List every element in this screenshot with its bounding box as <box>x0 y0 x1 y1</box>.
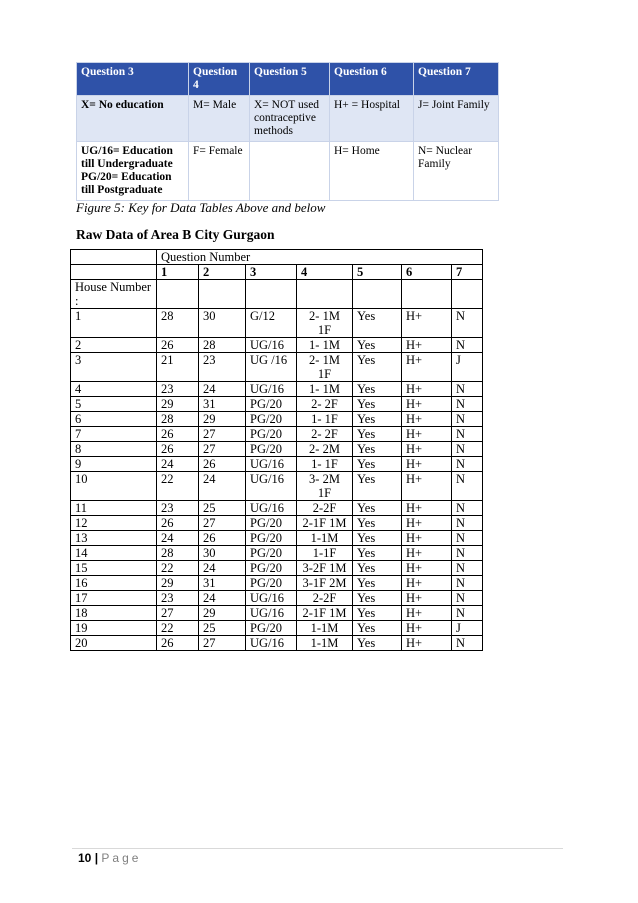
table-row <box>71 531 483 546</box>
empty-cell <box>297 280 353 309</box>
answer-cell: UG/16 <box>246 382 297 397</box>
table-row <box>71 353 483 382</box>
answer-cell: 23 <box>157 591 199 606</box>
house-number-header-row <box>71 280 483 309</box>
answer-cell: PG/20 <box>246 531 297 546</box>
house-number-cell: 5 <box>71 397 157 412</box>
answer-cell: PG/20 <box>246 621 297 636</box>
key-header-cell: Question 3 <box>77 63 189 96</box>
answer-cell: 26 <box>157 636 199 651</box>
answer-cell: Yes <box>353 442 402 457</box>
answer-cell: Yes <box>353 576 402 591</box>
answer-cell: Yes <box>353 353 402 382</box>
group-header-row <box>71 250 483 265</box>
footer-divider <box>72 848 563 849</box>
answer-cell: 29 <box>157 576 199 591</box>
answer-cell: UG/16 <box>246 338 297 353</box>
answer-cell: 28 <box>157 546 199 561</box>
answer-cell: UG/16 <box>246 457 297 472</box>
house-number-cell: 18 <box>71 606 157 621</box>
answer-cell: H+ <box>402 338 452 353</box>
answer-cell: N <box>452 397 483 412</box>
answer-cell: Yes <box>353 457 402 472</box>
house-number-cell: 4 <box>71 382 157 397</box>
answer-cell: N <box>452 501 483 516</box>
answer-cell: 24 <box>157 531 199 546</box>
answer-cell: 1-1F <box>297 546 353 561</box>
answer-cell: 26 <box>199 457 246 472</box>
answer-cell: 24 <box>199 561 246 576</box>
answer-cell: 27 <box>199 442 246 457</box>
key-cell: M= Male <box>189 96 250 142</box>
question-number-cell: 5 <box>353 265 402 280</box>
answer-cell: N <box>452 309 483 338</box>
answer-cell: 23 <box>199 353 246 382</box>
answer-cell: 23 <box>157 501 199 516</box>
key-header-cell: Question 7 <box>414 63 499 96</box>
answer-cell: 21 <box>157 353 199 382</box>
answer-cell: Yes <box>353 309 402 338</box>
answer-cell: 27 <box>157 606 199 621</box>
key-header-cell: Question 6 <box>330 63 414 96</box>
answer-cell: 25 <box>199 621 246 636</box>
answer-cell: 2-1F 1M <box>297 516 353 531</box>
answer-cell: UG/16 <box>246 591 297 606</box>
answer-cell: PG/20 <box>246 442 297 457</box>
answer-cell: 26 <box>199 531 246 546</box>
answer-cell: 26 <box>157 338 199 353</box>
page-number: 10 <box>78 851 92 865</box>
answer-cell: N <box>452 546 483 561</box>
question-number-header: Question Number <box>157 250 483 265</box>
answer-cell: UG/16 <box>246 606 297 621</box>
house-number-cell: 16 <box>71 576 157 591</box>
empty-cell <box>452 280 483 309</box>
answer-cell: Yes <box>353 606 402 621</box>
answer-cell: 2- 2F <box>297 397 353 412</box>
answer-cell: N <box>452 531 483 546</box>
key-cell <box>250 142 330 201</box>
answer-cell: 1-1M <box>297 621 353 636</box>
answer-cell: 2-1F 1M <box>297 606 353 621</box>
table-row <box>71 397 483 412</box>
house-number-cell: 20 <box>71 636 157 651</box>
house-number-cell: 2 <box>71 338 157 353</box>
key-cell: H= Home <box>330 142 414 201</box>
page-footer <box>78 851 141 865</box>
empty-cell <box>246 280 297 309</box>
answer-cell: N <box>452 472 483 501</box>
key-table-row <box>77 96 499 142</box>
question-number-cell: 1 <box>157 265 199 280</box>
house-number-cell: 7 <box>71 427 157 442</box>
table-row <box>71 546 483 561</box>
answer-cell: UG /16 <box>246 353 297 382</box>
answer-cell: G/12 <box>246 309 297 338</box>
answer-cell: 22 <box>157 472 199 501</box>
raw-data-body <box>71 250 483 651</box>
answer-cell: H+ <box>402 576 452 591</box>
table-row <box>71 457 483 472</box>
answer-cell: 29 <box>157 397 199 412</box>
answer-cell: 25 <box>199 501 246 516</box>
house-number-cell: 6 <box>71 412 157 427</box>
answer-cell: N <box>452 636 483 651</box>
answer-cell: Yes <box>353 427 402 442</box>
answer-cell: 28 <box>157 412 199 427</box>
answer-cell: 2-2F <box>297 501 353 516</box>
answer-cell: 1- 1M <box>297 338 353 353</box>
answer-cell: PG/20 <box>246 412 297 427</box>
key-cell: F= Female <box>189 142 250 201</box>
answer-cell: 24 <box>157 457 199 472</box>
answer-cell: 3-2F 1M <box>297 561 353 576</box>
answer-cell: H+ <box>402 501 452 516</box>
key-header-cell: Question 4 <box>189 63 250 96</box>
answer-cell: 22 <box>157 561 199 576</box>
question-number-cell: 3 <box>246 265 297 280</box>
answer-cell: PG/20 <box>246 427 297 442</box>
question-number-cell: 2 <box>199 265 246 280</box>
answer-cell: 27 <box>199 427 246 442</box>
question-number-cell: 4 <box>297 265 353 280</box>
house-number-cell: 3 <box>71 353 157 382</box>
answer-cell: H+ <box>402 353 452 382</box>
answer-cell: 3- 2M 1F <box>297 472 353 501</box>
answer-cell: 26 <box>157 442 199 457</box>
answer-cell: 29 <box>199 606 246 621</box>
table-row <box>71 427 483 442</box>
answer-cell: H+ <box>402 412 452 427</box>
table-row <box>71 621 483 636</box>
answer-cell: N <box>452 338 483 353</box>
answer-cell: 1- 1M <box>297 382 353 397</box>
table-row <box>71 576 483 591</box>
answer-cell: 24 <box>199 382 246 397</box>
answer-cell: N <box>452 457 483 472</box>
table-row <box>71 338 483 353</box>
answer-cell: 23 <box>157 382 199 397</box>
key-cell: N= Nuclear Family <box>414 142 499 201</box>
key-cell: H+ = Hospital <box>330 96 414 142</box>
key-table-row <box>77 142 499 201</box>
answer-cell: UG/16 <box>246 472 297 501</box>
footer-separator: | <box>94 851 99 865</box>
answer-cell: 24 <box>199 472 246 501</box>
answer-cell: Yes <box>353 516 402 531</box>
house-number-cell: 12 <box>71 516 157 531</box>
answer-cell: Yes <box>353 472 402 501</box>
answer-cell: Yes <box>353 636 402 651</box>
table-row <box>71 606 483 621</box>
answer-cell: 2- 2F <box>297 427 353 442</box>
answer-cell: H+ <box>402 546 452 561</box>
section-title: Raw Data of Area B City Gurgaon <box>76 227 275 242</box>
answer-cell: J <box>452 621 483 636</box>
empty-cell <box>353 280 402 309</box>
answer-cell: J <box>452 353 483 382</box>
answer-cell: PG/20 <box>246 397 297 412</box>
answer-cell: N <box>452 412 483 427</box>
answer-cell: H+ <box>402 561 452 576</box>
answer-cell: 31 <box>199 397 246 412</box>
answer-cell: H+ <box>402 591 452 606</box>
answer-cell: H+ <box>402 636 452 651</box>
table-row <box>71 516 483 531</box>
house-number-cell: 9 <box>71 457 157 472</box>
answer-cell: PG/20 <box>246 546 297 561</box>
answer-cell: 27 <box>199 516 246 531</box>
answer-cell: PG/20 <box>246 576 297 591</box>
key-cell: J= Joint Family <box>414 96 499 142</box>
question-number-row <box>71 265 483 280</box>
answer-cell: Yes <box>353 501 402 516</box>
answer-cell: UG/16 <box>246 501 297 516</box>
answer-cell: PG/20 <box>246 516 297 531</box>
answer-cell: 22 <box>157 621 199 636</box>
key-header-cell: Question 5 <box>250 63 330 96</box>
answer-cell: 28 <box>157 309 199 338</box>
table-row <box>71 561 483 576</box>
key-cell: X= No education <box>77 96 189 142</box>
table-row <box>71 501 483 516</box>
answer-cell: UG/16 <box>246 636 297 651</box>
answer-cell: 1- 1F <box>297 457 353 472</box>
answer-cell: N <box>452 576 483 591</box>
answer-cell: 30 <box>199 546 246 561</box>
empty-cell <box>157 280 199 309</box>
answer-cell: H+ <box>402 427 452 442</box>
answer-cell: Yes <box>353 546 402 561</box>
answer-cell: 26 <box>157 427 199 442</box>
answer-cell: H+ <box>402 606 452 621</box>
table-row <box>71 309 483 338</box>
table-row <box>71 591 483 606</box>
answer-cell: Yes <box>353 531 402 546</box>
answer-cell: N <box>452 442 483 457</box>
house-number-cell: 10 <box>71 472 157 501</box>
raw-data-table <box>70 249 483 651</box>
answer-cell: N <box>452 561 483 576</box>
answer-cell: 30 <box>199 309 246 338</box>
house-number-header: House Number : <box>71 280 157 309</box>
answer-cell: 2- 1M 1F <box>297 309 353 338</box>
house-number-cell: 13 <box>71 531 157 546</box>
empty-cell <box>71 265 157 280</box>
answer-cell: PG/20 <box>246 561 297 576</box>
answer-cell: Yes <box>353 561 402 576</box>
question-number-cell: 6 <box>402 265 452 280</box>
answer-cell: 28 <box>199 338 246 353</box>
answer-cell: 1-1M <box>297 531 353 546</box>
house-number-cell: 11 <box>71 501 157 516</box>
answer-cell: N <box>452 427 483 442</box>
house-number-cell: 17 <box>71 591 157 606</box>
answer-cell: 27 <box>199 636 246 651</box>
answer-cell: H+ <box>402 309 452 338</box>
house-number-cell: 1 <box>71 309 157 338</box>
answer-cell: H+ <box>402 442 452 457</box>
answer-cell: 29 <box>199 412 246 427</box>
answer-cell: 31 <box>199 576 246 591</box>
answer-cell: N <box>452 606 483 621</box>
answer-cell: H+ <box>402 397 452 412</box>
table-row <box>71 442 483 457</box>
house-number-cell: 19 <box>71 621 157 636</box>
answer-cell: Yes <box>353 382 402 397</box>
key-cell: UG/16= Education till Undergraduate PG/20= Education till Postgraduate <box>77 142 189 201</box>
answer-cell: 2-2F <box>297 591 353 606</box>
table-row <box>71 382 483 397</box>
house-number-cell: 14 <box>71 546 157 561</box>
page-label: Page <box>101 851 142 865</box>
answer-cell: H+ <box>402 457 452 472</box>
answer-cell: H+ <box>402 516 452 531</box>
answer-cell: 1-1M <box>297 636 353 651</box>
answer-cell: 26 <box>157 516 199 531</box>
key-cell: X= NOT used contraceptive methods <box>250 96 330 142</box>
answer-cell: Yes <box>353 397 402 412</box>
key-table-header-row <box>77 63 499 96</box>
house-number-cell: 8 <box>71 442 157 457</box>
figure-caption: Figure 5: Key for Data Tables Above and below <box>76 200 326 215</box>
answer-cell: H+ <box>402 382 452 397</box>
key-table <box>76 62 499 201</box>
empty-cell <box>402 280 452 309</box>
answer-cell: N <box>452 591 483 606</box>
answer-cell: H+ <box>402 531 452 546</box>
answer-cell: 24 <box>199 591 246 606</box>
answer-cell: Yes <box>353 338 402 353</box>
table-row <box>71 636 483 651</box>
empty-cell <box>199 280 246 309</box>
answer-cell: Yes <box>353 621 402 636</box>
answer-cell: 3-1F 2M <box>297 576 353 591</box>
house-number-cell: 15 <box>71 561 157 576</box>
answer-cell: N <box>452 516 483 531</box>
answer-cell: 1- 1F <box>297 412 353 427</box>
question-number-cell: 7 <box>452 265 483 280</box>
table-row <box>71 472 483 501</box>
answer-cell: 2- 2M <box>297 442 353 457</box>
answer-cell: Yes <box>353 591 402 606</box>
answer-cell: 2- 1M 1F <box>297 353 353 382</box>
answer-cell: Yes <box>353 412 402 427</box>
empty-corner-cell <box>71 250 157 265</box>
answer-cell: N <box>452 382 483 397</box>
answer-cell: H+ <box>402 472 452 501</box>
table-row <box>71 412 483 427</box>
answer-cell: H+ <box>402 621 452 636</box>
